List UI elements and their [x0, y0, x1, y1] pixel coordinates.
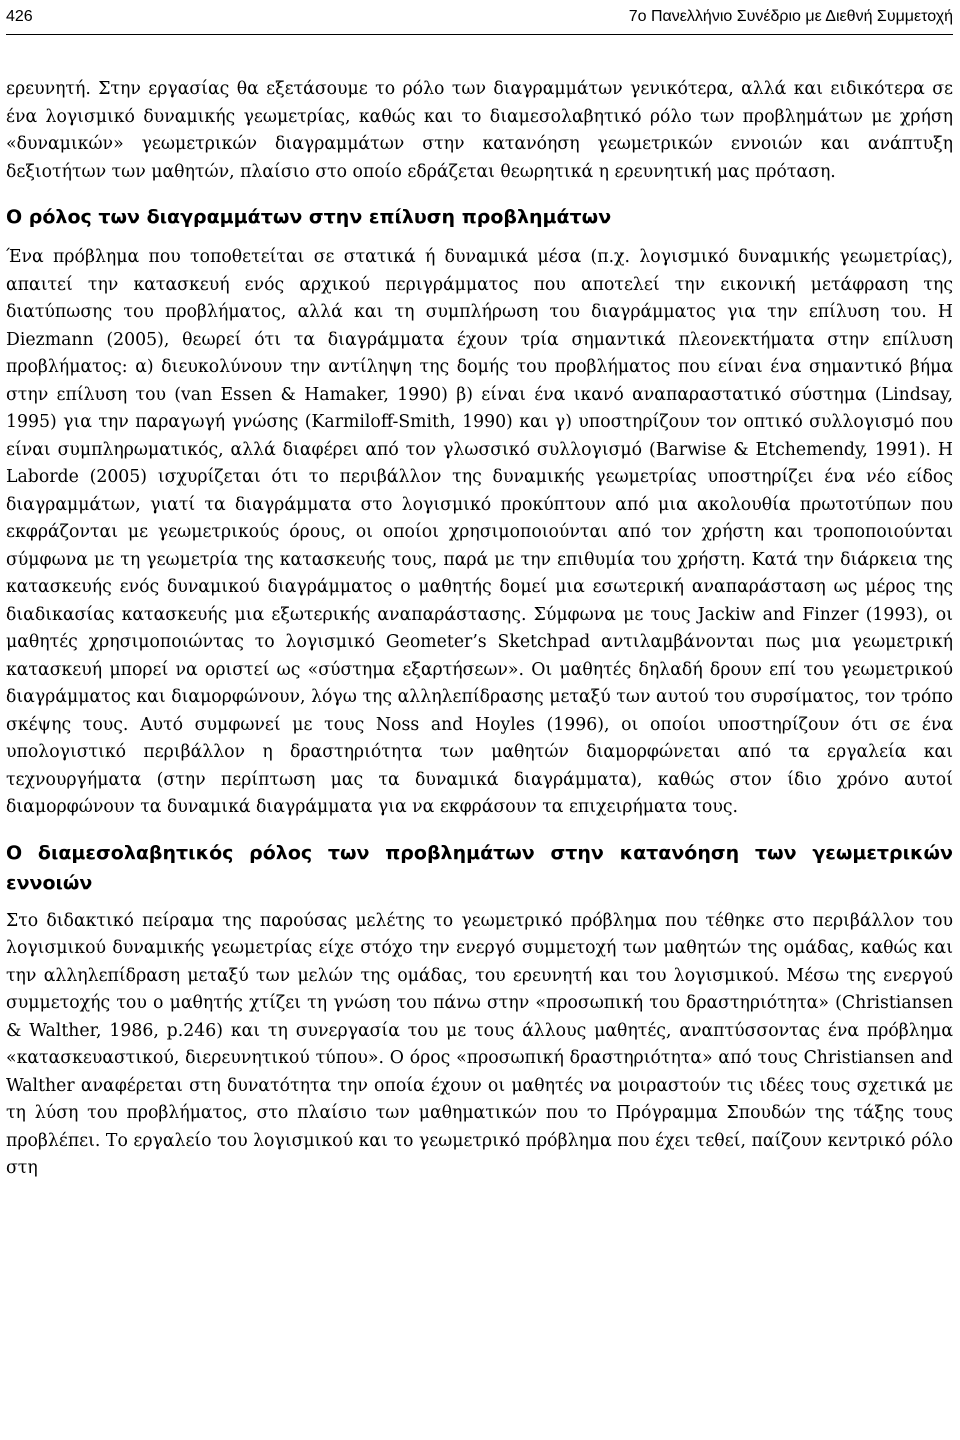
conference-title: 7ο Πανελλήνιο Συνέδριο με Διεθνή Συμμετοχή [628, 8, 953, 25]
section-heading-mediating-role: Ο διαμεσολαβητικός ρόλος των προβλημάτων στην κατανόηση των γεωμετρικών εννοιών [6, 841, 953, 894]
body-text [6, 76, 953, 1183]
mediating-role-paragraph: Στο διδακτικό πείραμα της παρούσας μελέτης το γεωμετρικό πρόβλημα που τέθηκε στο περιβάλλον του λογισμικού δυναμικής γεωμετρίας είχε στόχο την ενεργό συμμετοχή των μαθητών της ομάδας, καθώς και την αλληλεπίδραση μεταξύ των μελών της ομάδας, του ερευνητή και του λογισμικού. Μέσω της ενεργού συμμετοχής του ο μαθητής χτίζει τη γνώση του πάνω στην «προσωπική του δραστηριότητα» (Christiansen & Walther, 1986, p.246) και τη συνεργασία του με τους άλλους μαθητές, αναπτύσσοντας ένα πρόβλημα «κατασκευαστικού, διερευνητικού τύπου». Ο όρος «προσωπική δραστηριότητα» από τους Christiansen and Walther αναφέρεται στη δυνατότητα την οποία έχουν οι μαθητές να μοιραστούν τις ιδέες τους σχετικά με τη λύση του προβλήματος, στο πλαίσιο των μαθηματικών που το Πρόγραμμα Σπουδών της τάξης τους προβλέπει. Το εργαλείο του λογισμικού και το γεωμετρικό πρόβλημα που έχει τεθεί, παίζουν κεντρικό ρόλο στη [6, 910, 953, 1178]
page-number: 426 [6, 8, 33, 25]
intro-paragraph: ερευνητή. Στην εργασίας θα εξετάσουμε το ρόλο των διαγραμμάτων γενικότερα, αλλά και ειδικότερα σε ένα λογισμικό δυναμικής γεωμετρίας, καθώς και το διαμεσολαβητικό ρόλο των προβλημάτων με χρήση «δυναμικών» γεωμετρικών διαγραμμάτων στην κατανόηση γεωμετρικών εννοιών και ανάπτυξη δεξιοτήτων των μαθητών, πλαίσιο στο οποίο εδράζεται θεωρητικά η ερευνητική μας πρόταση. [6, 79, 953, 182]
section-heading-diagrams-role: Ο ρόλος των διαγραμμάτων στην επίλυση προβλημάτων [6, 206, 612, 228]
diagrams-role-paragraph: Ένα πρόβλημα που τοποθετείται σε στατικά ή δυναμικά μέσα (π.χ. λογισμικό δυναμικής γεωμετρίας), απαιτεί την κατασκευή ενός αρχικού περιγράμματος που αποτελεί την εικονική μετάφραση της διατύπωσης του προβλήματος, αλλά και τη συμπλήρωση του διαγράμματος για την επίλυση του. Η Diezmann (2005), θεωρεί ότι τα διαγράμματα έχουν τρία σημαντικά πλεονεκτήματα στην επίλυση προβλήματος: α) διευκολύνουν την αντίληψη της δομής του προβλήματος που είναι ένα σημαντικό βήμα στην επίλυση του (van Essen & Hamaker, 1990) β) είναι ένα ικανό αναπαραστατικό σύστημα (Lindsay, 1995) για την παραγωγή γνώσης (Karmiloff-Smith, 1990) και γ) υποστηρίζουν τον οπτικό συλλογισμό που είναι συμπληρωματικός, αλλά διαφέρει από τον γλωσσικό συλλογισμό (Barwise & Etchemendy, 1991). Η Laborde (2005) ισχυρίζεται ότι το περιβάλλον της δυναμικής γεωμετρίας υποστηρίζει ένα νέο είδος διαγραμμάτων, γιατί τα διαγράμματα στο λογισμικό προκύπτουν από μια ακολουθία πρωτοτύπων που εκφράζονται με γεωμετρικούς όρους, οι οποίοι χρησιμοποιούνται από τον χρήστη και τροποποιούνται σύμφωνα με τη γεωμετρία της κατασκευής τους, παρά με την επιθυμία του χρήστη. Κατά την διάρκεια της κατασκευής ενός δυναμικού διαγράμματος ο μαθητής δομεί μια εσωτερική αναπαράσταση ως μέρος της διαδικασίας κατασκευής μια εξωτερικής αναπαράστασης. Σύμφωνα με τους Jackiw and Finzer (1993), οι μαθητές χρησιμοποιώντας το λογισμικό Geometer’s Sketchpad αντιλαμβάνονται πως μια γεωμετρική κατασκευή μπορεί να οριστεί ως «σύστημα εξαρτήσεων». Οι μαθητές δηλαδή δρουν επί του γεωμετρικού διαγράμματος και διαμορφώνουν, λόγω της αλληλεπίδρασης μεταξύ των αυτού του συρσίματος, τον τρόπο σκέψης τους. Αυτό συμφωνεί με τους Noss and Hoyles (1996), οι οποίοι υποστηρίζουν ότι σε ένα υπολογιστικό περιβάλλον η δραστηριότητα των μαθητών διαμορφώνεται από τα εργαλεία και τεχνουργήματα (στην περίπτωση μας τα δυναμικά διαγράμματα), καθώς στον ίδιο χρόνο αυτοί διαμορφώνουν τα δυναμικά διαγράμματα για να εκφράσουν τα επιχειρήματα τους. [6, 247, 953, 817]
running-header [6, 6, 953, 35]
